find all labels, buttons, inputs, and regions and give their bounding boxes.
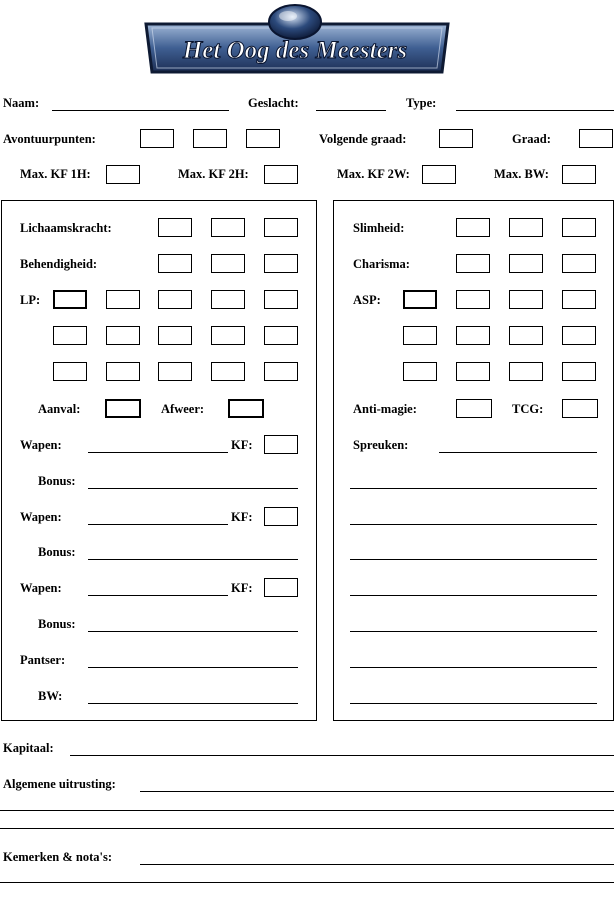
tcg-box[interactable] — [562, 399, 598, 418]
max-bw-label: Max. BW: — [494, 167, 549, 181]
lp-box-6[interactable] — [53, 326, 87, 345]
algemene-uitrusting-label: Algemene uitrusting: — [3, 777, 116, 791]
spreuken-line-6[interactable] — [350, 631, 597, 632]
kf-2-label: KF: — [231, 510, 253, 524]
bonus-1-field[interactable] — [88, 488, 298, 489]
max-kf-1h-label: Max. KF 1H: — [20, 167, 91, 181]
spreuken-line-1[interactable] — [439, 452, 597, 453]
bonus-2-field[interactable] — [88, 559, 298, 560]
asp-box-5[interactable] — [403, 326, 437, 345]
afweer-label: Afweer: — [161, 402, 205, 416]
asp-box-11[interactable] — [509, 362, 543, 381]
spreuken-line-3[interactable] — [350, 524, 597, 525]
bonus-3-label: Bonus: — [38, 617, 76, 631]
avontuurpunten-box-3[interactable] — [246, 129, 280, 148]
slimheid-label: Slimheid: — [353, 221, 405, 235]
kf-1-label: KF: — [231, 438, 253, 452]
avontuurpunten-box-2[interactable] — [193, 129, 227, 148]
kapitaal-label: Kapitaal: — [3, 741, 54, 755]
kemerken-label: Kemerken & nota's: — [3, 850, 113, 864]
spreuken-line-2[interactable] — [350, 488, 597, 489]
slimheid-box-1[interactable] — [456, 218, 490, 237]
lichaamskracht-box-2[interactable] — [211, 218, 245, 237]
max-kf-2h-box[interactable] — [264, 165, 298, 184]
spreuken-line-5[interactable] — [350, 595, 597, 596]
aanval-box[interactable] — [105, 399, 141, 418]
wapen-2-field[interactable] — [88, 524, 228, 525]
volgende-graad-box[interactable] — [439, 129, 473, 148]
lichaamskracht-box-3[interactable] — [264, 218, 298, 237]
lp-box-10[interactable] — [264, 326, 298, 345]
asp-box-9[interactable] — [403, 362, 437, 381]
asp-box-7[interactable] — [509, 326, 543, 345]
spreuken-line-8[interactable] — [350, 703, 597, 704]
uitrusting-line-3[interactable] — [0, 828, 614, 829]
lp-box-5[interactable] — [264, 290, 298, 309]
behendigheid-box-1[interactable] — [158, 254, 192, 273]
asp-box-3[interactable] — [509, 290, 543, 309]
logo — [142, 2, 452, 74]
asp-box-10[interactable] — [456, 362, 490, 381]
max-kf-2h-label: Max. KF 2H: — [178, 167, 249, 181]
aanval-label: Aanval: — [38, 402, 81, 416]
naam-field[interactable] — [52, 110, 229, 111]
naam-label: Naam: — [3, 96, 40, 110]
spreuken-line-4[interactable] — [350, 559, 597, 560]
lp-box-9[interactable] — [211, 326, 245, 345]
lp-box-15[interactable] — [264, 362, 298, 381]
anti-magie-box[interactable] — [456, 399, 492, 418]
behendigheid-box-2[interactable] — [211, 254, 245, 273]
lp-box-3[interactable] — [158, 290, 192, 309]
uitrusting-line-2[interactable] — [0, 810, 614, 811]
lp-box-13[interactable] — [158, 362, 192, 381]
charisma-box-1[interactable] — [456, 254, 490, 273]
lp-box-11[interactable] — [53, 362, 87, 381]
spreuken-line-7[interactable] — [350, 667, 597, 668]
geslacht-field[interactable] — [316, 110, 386, 111]
behendigheid-box-3[interactable] — [264, 254, 298, 273]
behendigheid-label: Behendigheid: — [20, 257, 98, 271]
bonus-1-label: Bonus: — [38, 474, 76, 488]
wapen-3-label: Wapen: — [20, 581, 62, 595]
afweer-box[interactable] — [228, 399, 264, 418]
asp-box-2[interactable] — [456, 290, 490, 309]
lichaamskracht-box-1[interactable] — [158, 218, 192, 237]
kf-3-box[interactable] — [264, 578, 298, 597]
lp-label: LP: — [20, 293, 41, 307]
asp-box-8[interactable] — [562, 326, 596, 345]
geslacht-label: Geslacht: — [248, 96, 299, 110]
kemerken-line-1[interactable] — [140, 864, 614, 865]
asp-box-12[interactable] — [562, 362, 596, 381]
max-kf-2w-box[interactable] — [422, 165, 456, 184]
max-kf-2w-label: Max. KF 2W: — [337, 167, 410, 181]
max-bw-box[interactable] — [562, 165, 596, 184]
asp-box-4[interactable] — [562, 290, 596, 309]
bw-label: BW: — [38, 689, 63, 703]
bonus-2-label: Bonus: — [38, 545, 76, 559]
wapen-2-label: Wapen: — [20, 510, 62, 524]
lichaamskracht-label: Lichaamskracht: — [20, 221, 112, 235]
lp-box-12[interactable] — [106, 362, 140, 381]
type-field[interactable] — [456, 110, 614, 111]
lp-box-1[interactable] — [53, 290, 87, 309]
slimheid-box-2[interactable] — [509, 218, 543, 237]
type-label: Type: — [406, 96, 437, 110]
bonus-3-field[interactable] — [88, 631, 298, 632]
wapen-3-field[interactable] — [88, 595, 228, 596]
max-kf-1h-box[interactable] — [106, 165, 140, 184]
wapen-1-label: Wapen: — [20, 438, 62, 452]
logo-title: Het Oog des Meesters — [182, 37, 408, 64]
lp-box-8[interactable] — [158, 326, 192, 345]
lp-box-2[interactable] — [106, 290, 140, 309]
anti-magie-label: Anti-magie: — [353, 402, 417, 416]
charisma-label: Charisma: — [353, 257, 410, 271]
kf-1-box[interactable] — [264, 435, 298, 454]
graad-box[interactable] — [579, 129, 613, 148]
slimheid-box-3[interactable] — [562, 218, 596, 237]
kapitaal-field[interactable] — [70, 755, 614, 756]
graad-label: Graad: — [512, 132, 551, 146]
kemerken-line-2[interactable] — [0, 882, 614, 883]
lp-box-14[interactable] — [211, 362, 245, 381]
tcg-label: TCG: — [512, 402, 544, 416]
charisma-box-2[interactable] — [509, 254, 543, 273]
pantser-label: Pantser: — [20, 653, 66, 667]
bw-field[interactable] — [88, 703, 298, 704]
pantser-field[interactable] — [88, 667, 298, 668]
volgende-graad-label: Volgende graad: — [319, 132, 407, 146]
right-panel — [333, 200, 614, 721]
left-panel — [1, 200, 317, 721]
wapen-1-field[interactable] — [88, 452, 228, 453]
avontuurpunten-label: Avontuurpunten: — [3, 132, 96, 146]
asp-box-6[interactable] — [456, 326, 490, 345]
uitrusting-line-1[interactable] — [140, 791, 614, 792]
spreuken-label: Spreuken: — [353, 438, 409, 452]
lp-box-4[interactable] — [211, 290, 245, 309]
charisma-box-3[interactable] — [562, 254, 596, 273]
asp-box-1[interactable] — [403, 290, 437, 309]
kf-3-label: KF: — [231, 581, 253, 595]
avontuurpunten-box-1[interactable] — [140, 129, 174, 148]
kf-2-box[interactable] — [264, 507, 298, 526]
asp-label: ASP: — [353, 293, 381, 307]
lp-box-7[interactable] — [106, 326, 140, 345]
